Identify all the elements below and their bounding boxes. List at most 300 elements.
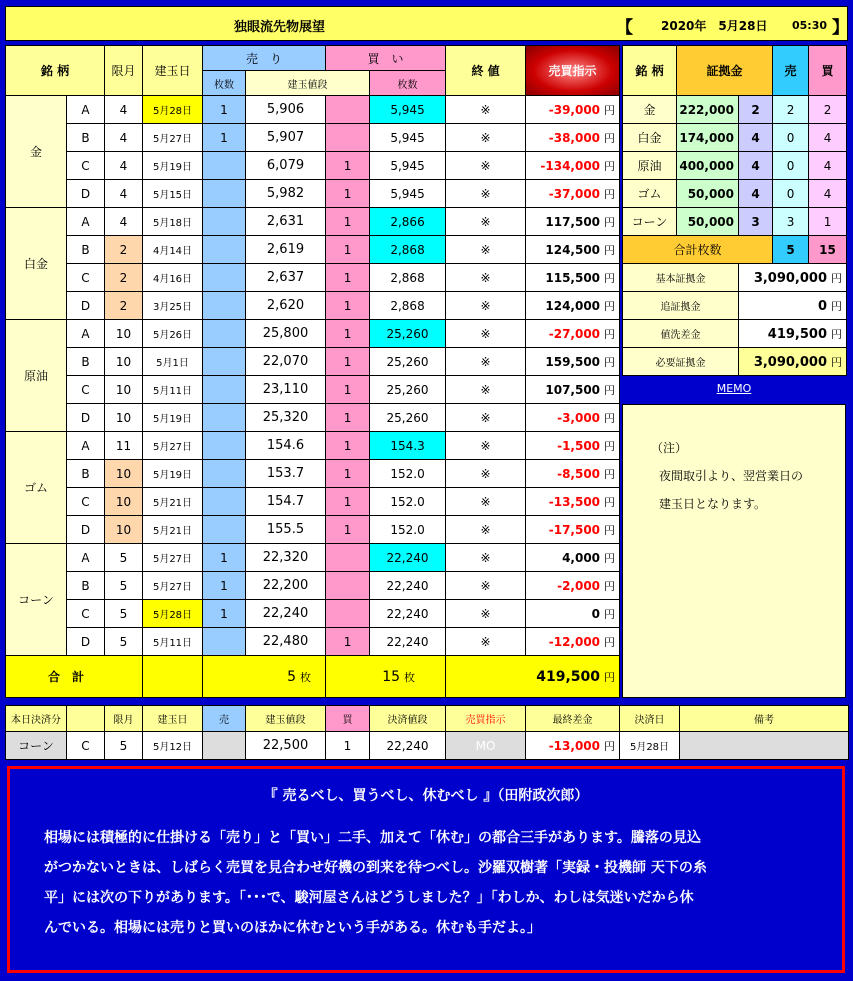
yen-unit: 円	[604, 131, 616, 145]
quote-line-3: 平」には次の下りがあります。「･･･で、駿河屋さんはどうしました？」「わしか、わしは気迷いだから休	[44, 890, 694, 906]
summary-label: 必要証拠金	[623, 348, 739, 376]
contract-class: B	[67, 124, 105, 152]
entry-date: 4月16日	[143, 264, 203, 292]
settle-final	[526, 732, 620, 760]
settle-price: 22,240	[370, 732, 446, 760]
entry-price: 5,906	[246, 96, 326, 124]
contract-month: 4	[105, 152, 143, 180]
contract-class: B	[67, 460, 105, 488]
mark-to-market	[526, 572, 620, 600]
settle-month: 5	[105, 732, 143, 760]
contract-month: 10	[105, 404, 143, 432]
entry-date: 5月18日	[143, 208, 203, 236]
contract-month: 5	[105, 600, 143, 628]
mark-to-market-value: -3,000	[557, 410, 601, 425]
contract-class: A	[67, 432, 105, 460]
closing-price: 25,260	[370, 376, 446, 404]
sell-qty	[203, 180, 246, 208]
sell-qty	[203, 264, 246, 292]
mark-to-market-value: -134,000	[540, 158, 601, 173]
margin-buy: 4	[809, 152, 847, 180]
margin-table	[622, 45, 847, 376]
buy-qty: 1	[326, 264, 370, 292]
yen-unit: 円	[604, 523, 616, 537]
closing-price: 22,240	[370, 544, 446, 572]
entry-date: 5月1日	[143, 348, 203, 376]
entry-price: 22,480	[246, 628, 326, 656]
total-diff-value: 419,500	[536, 668, 601, 685]
entry-date: 5月26日	[143, 320, 203, 348]
settle-sell	[203, 732, 246, 760]
margin-amount: 50,000	[677, 208, 739, 236]
mark-to-market	[526, 208, 620, 236]
sell-qty	[203, 236, 246, 264]
entry-price: 25,800	[246, 320, 326, 348]
quote-line-4: んでいる。相場には売りと買いのほかに休むという手がある。休むも手だよ。」	[44, 920, 541, 936]
mark-to-market	[526, 320, 620, 348]
contract-class: A	[67, 320, 105, 348]
trade-instruction: ※	[446, 460, 526, 488]
margin-sell: 3	[773, 208, 809, 236]
mark-to-market	[526, 292, 620, 320]
entry-price: 154.6	[246, 432, 326, 460]
trade-instruction: ※	[446, 432, 526, 460]
closing-price: 152.0	[370, 460, 446, 488]
side-total-sell: 5	[773, 236, 809, 264]
position-row	[6, 264, 620, 292]
quote-line-2: がつかないときは、しばらく売買を見合わせ好機の到来を待つべし。沙羅双樹著「実録・投機師 天下の糸	[44, 860, 707, 876]
yen-unit: 円	[604, 439, 616, 453]
contract-class: D	[67, 404, 105, 432]
margin-commodity: コーン	[623, 208, 677, 236]
closing-price: 2,868	[370, 264, 446, 292]
margin-row	[623, 208, 847, 236]
side-header-sell: 売	[773, 46, 809, 96]
total-buy-value: 15	[382, 668, 401, 685]
mark-to-market	[526, 124, 620, 152]
margin-amount: 174,000	[677, 124, 739, 152]
contract-month: 11	[105, 432, 143, 460]
yen-unit: 円	[604, 383, 616, 397]
margin-sell: 0	[773, 152, 809, 180]
summary-unit: 円	[831, 327, 843, 341]
entry-date: 5月28日	[143, 96, 203, 124]
page-title: 独眼流先物展望	[234, 20, 326, 35]
contract-month: 5	[105, 544, 143, 572]
summary-unit: 円	[831, 271, 843, 285]
yen-unit: 円	[604, 187, 616, 201]
mark-to-market-value: 124,000	[545, 298, 601, 313]
position-row	[6, 460, 620, 488]
trade-instruction: ※	[446, 180, 526, 208]
entry-price: 2,637	[246, 264, 326, 292]
mark-to-market-value: 4,000	[562, 550, 601, 565]
buy-qty	[326, 572, 370, 600]
margin-qty: 3	[739, 208, 773, 236]
entry-price: 5,982	[246, 180, 326, 208]
contract-month: 4	[105, 208, 143, 236]
contract-class: A	[67, 208, 105, 236]
positions-table	[5, 45, 620, 698]
mark-to-market	[526, 348, 620, 376]
position-row	[6, 404, 620, 432]
settle-header-buy: 買	[326, 706, 370, 732]
summary-row	[623, 292, 847, 320]
mark-to-market	[526, 376, 620, 404]
settle-header-instruction: 売買指示	[446, 706, 526, 732]
margin-qty: 4	[739, 152, 773, 180]
mark-to-market-value: 124,500	[545, 242, 601, 257]
sell-qty	[203, 376, 246, 404]
contract-class: A	[67, 544, 105, 572]
entry-date: 5月27日	[143, 572, 203, 600]
settlement-table	[5, 705, 849, 760]
settle-header-sell: 売	[203, 706, 246, 732]
margin-commodity: ゴム	[623, 180, 677, 208]
header-bar	[5, 6, 848, 41]
sell-qty	[203, 348, 246, 376]
trade-instruction: ※	[446, 516, 526, 544]
position-row	[6, 572, 620, 600]
contract-month: 10	[105, 460, 143, 488]
entry-date: 5月19日	[143, 152, 203, 180]
trade-instruction: ※	[446, 544, 526, 572]
buy-qty	[326, 124, 370, 152]
mark-to-market-value: -12,000	[548, 634, 601, 649]
settle-buy: 1	[326, 732, 370, 760]
contract-class: B	[67, 348, 105, 376]
position-row	[6, 488, 620, 516]
mark-to-market-value: -39,000	[548, 102, 601, 117]
sell-qty	[203, 432, 246, 460]
contract-month: 5	[105, 572, 143, 600]
buy-qty	[326, 96, 370, 124]
summary-amount: 419,500	[767, 326, 828, 342]
closing-price: 2,868	[370, 292, 446, 320]
settle-class: C	[67, 732, 105, 760]
contract-month: 10	[105, 516, 143, 544]
mark-to-market	[526, 264, 620, 292]
margin-sell: 0	[773, 180, 809, 208]
closing-price: 22,240	[370, 600, 446, 628]
position-row	[6, 544, 620, 572]
position-row	[6, 348, 620, 376]
total-diff-unit: 円	[604, 670, 616, 684]
trade-instruction: ※	[446, 348, 526, 376]
settle-date: 5月12日	[143, 732, 203, 760]
margin-buy: 1	[809, 208, 847, 236]
yen-unit: 円	[604, 243, 616, 257]
mark-to-market	[526, 96, 620, 124]
total-label: 合 計	[6, 656, 143, 698]
sell-qty	[203, 320, 246, 348]
contract-month: 10	[105, 348, 143, 376]
position-row	[6, 600, 620, 628]
header-buy: 買 い	[326, 46, 446, 71]
entry-date: 5月11日	[143, 376, 203, 404]
contract-class: D	[67, 516, 105, 544]
entry-date: 5月15日	[143, 180, 203, 208]
buy-qty: 1	[326, 152, 370, 180]
position-row	[6, 432, 620, 460]
total-buy-unit: 枚	[404, 670, 416, 684]
summary-label: 追証拠金	[623, 292, 739, 320]
total-sell-unit: 枚	[300, 670, 312, 684]
sell-qty: 1	[203, 96, 246, 124]
contract-class: D	[67, 628, 105, 656]
position-row	[6, 96, 620, 124]
margin-row	[623, 124, 847, 152]
sell-qty: 1	[203, 600, 246, 628]
margin-buy: 2	[809, 96, 847, 124]
summary-label: 基本証拠金	[623, 264, 739, 292]
contract-month: 2	[105, 236, 143, 264]
closing-price: 2,866	[370, 208, 446, 236]
contract-month: 4	[105, 180, 143, 208]
memo-note-3: 建玉日となります。	[659, 497, 767, 511]
trade-instruction: ※	[446, 572, 526, 600]
summary-unit: 円	[831, 355, 843, 369]
header-gengetsu: 限月	[105, 46, 143, 96]
sell-qty	[203, 488, 246, 516]
margin-amount: 50,000	[677, 180, 739, 208]
entry-price: 22,240	[246, 600, 326, 628]
buy-qty	[326, 544, 370, 572]
settle-header-entry: 建玉値段	[246, 706, 326, 732]
buy-qty: 1	[326, 292, 370, 320]
quote-line-1: 相場には積極的に仕掛ける「売り」と「買い」二手、加えて「休む」の都合三手があります。騰落の見込	[44, 830, 701, 846]
total-sell	[203, 656, 326, 698]
entry-price: 23,110	[246, 376, 326, 404]
position-row	[6, 152, 620, 180]
settle-instruction: MO	[446, 732, 526, 760]
mark-to-market-value: -1,500	[557, 438, 601, 453]
yen-unit: 円	[604, 215, 616, 229]
mark-to-market-value: -2,000	[557, 578, 601, 593]
buy-qty	[326, 600, 370, 628]
header-time: 05:30	[792, 19, 828, 32]
yen-unit: 円	[604, 103, 616, 117]
trade-instruction: ※	[446, 600, 526, 628]
settle-entry: 22,500	[246, 732, 326, 760]
margin-sell: 0	[773, 124, 809, 152]
side-header-margin: 証拠金	[677, 46, 773, 96]
settle-header-date: 建玉日	[143, 706, 203, 732]
entry-price: 2,619	[246, 236, 326, 264]
quote-box	[7, 766, 845, 973]
header-closing: 終 値	[446, 46, 526, 96]
buy-qty: 1	[326, 432, 370, 460]
contract-class: C	[67, 264, 105, 292]
entry-date: 5月11日	[143, 628, 203, 656]
mark-to-market-value: 159,500	[545, 354, 601, 369]
summary-amount: 3,090,000	[753, 270, 828, 286]
closing-price: 25,260	[370, 348, 446, 376]
settle-header-today: 本日決済分	[6, 706, 67, 732]
mark-to-market	[526, 600, 620, 628]
settle-header-class	[67, 706, 105, 732]
mark-to-market	[526, 404, 620, 432]
date-bracket-left: 【	[616, 18, 633, 38]
margin-qty: 2	[739, 96, 773, 124]
quote-title: 『 売るべし、買うべし、休むべし 』（田附政次郎）	[263, 788, 589, 804]
settle-header-note: 備考	[680, 706, 849, 732]
side-total-buy: 15	[809, 236, 847, 264]
commodity-name: 金	[6, 96, 67, 208]
position-row	[6, 376, 620, 404]
trade-instruction: ※	[446, 124, 526, 152]
entry-date: 4月14日	[143, 236, 203, 264]
entry-price: 5,907	[246, 124, 326, 152]
contract-month: 10	[105, 376, 143, 404]
commodity-name: 原油	[6, 320, 67, 432]
header-sell-qty: 枚数	[203, 71, 246, 96]
total-buy	[326, 656, 446, 698]
margin-sell: 2	[773, 96, 809, 124]
trade-instruction: ※	[446, 628, 526, 656]
mark-to-market	[526, 488, 620, 516]
contract-class: D	[67, 292, 105, 320]
contract-month: 10	[105, 488, 143, 516]
entry-price: 2,631	[246, 208, 326, 236]
sell-qty: 1	[203, 544, 246, 572]
buy-qty: 1	[326, 180, 370, 208]
settle-final-value: -13,000	[548, 738, 600, 753]
total-diff	[446, 656, 620, 698]
commodity-name: コーン	[6, 544, 67, 656]
closing-price: 152.0	[370, 516, 446, 544]
trade-instruction: ※	[446, 208, 526, 236]
summary-row	[623, 320, 847, 348]
buy-qty: 1	[326, 460, 370, 488]
entry-date: 3月25日	[143, 292, 203, 320]
buy-qty: 1	[326, 348, 370, 376]
margin-qty: 4	[739, 180, 773, 208]
summary-value	[739, 292, 847, 320]
date-bracket-right: 】	[832, 18, 849, 38]
buy-qty: 1	[326, 404, 370, 432]
mark-to-market-value: 117,500	[545, 214, 601, 229]
buy-qty: 1	[326, 236, 370, 264]
margin-amount: 222,000	[677, 96, 739, 124]
position-row	[6, 208, 620, 236]
settle-final-unit: 円	[604, 739, 615, 753]
settle-header-final: 最終差金	[526, 706, 620, 732]
sell-qty	[203, 292, 246, 320]
trade-instruction: ※	[446, 152, 526, 180]
settle-settle-date: 5月28日	[620, 732, 680, 760]
mark-to-market	[526, 544, 620, 572]
margin-row	[623, 180, 847, 208]
trade-instruction: ※	[446, 292, 526, 320]
mark-to-market-value: -37,000	[548, 186, 601, 201]
sell-qty: 1	[203, 124, 246, 152]
contract-class: C	[67, 376, 105, 404]
total-sell-value: 5	[287, 668, 297, 685]
yen-unit: 円	[604, 579, 616, 593]
closing-price: 5,945	[370, 180, 446, 208]
header-trade-instruction: 売買指示	[526, 46, 620, 96]
sell-qty: 1	[203, 572, 246, 600]
sell-qty	[203, 208, 246, 236]
closing-price: 25,260	[370, 320, 446, 348]
closing-price: 22,240	[370, 572, 446, 600]
mark-to-market	[526, 516, 620, 544]
buy-qty: 1	[326, 320, 370, 348]
header-sell: 売 り	[203, 46, 326, 71]
buy-qty: 1	[326, 208, 370, 236]
contract-class: B	[67, 236, 105, 264]
contract-month: 5	[105, 628, 143, 656]
margin-commodity: 白金	[623, 124, 677, 152]
settle-header-settle-price: 決済値段	[370, 706, 446, 732]
closing-price: 152.0	[370, 488, 446, 516]
summary-unit: 円	[831, 299, 843, 313]
closing-price: 154.3	[370, 432, 446, 460]
entry-price: 155.5	[246, 516, 326, 544]
mark-to-market-value: -17,500	[548, 522, 601, 537]
sell-qty	[203, 460, 246, 488]
total-spacer	[143, 656, 203, 698]
yen-unit: 円	[604, 467, 616, 481]
summary-label: 値洗差金	[623, 320, 739, 348]
entry-price: 22,320	[246, 544, 326, 572]
buy-qty: 1	[326, 488, 370, 516]
position-row	[6, 292, 620, 320]
mark-to-market	[526, 236, 620, 264]
mark-to-market-value: 0	[591, 606, 601, 621]
summary-row	[623, 264, 847, 292]
entry-date: 5月27日	[143, 124, 203, 152]
mark-to-market-value: 115,500	[545, 270, 601, 285]
sell-qty	[203, 404, 246, 432]
position-row	[6, 516, 620, 544]
yen-unit: 円	[604, 411, 616, 425]
entry-price: 22,070	[246, 348, 326, 376]
margin-buy: 4	[809, 180, 847, 208]
mark-to-market-value: -13,500	[548, 494, 601, 509]
summary-value	[739, 348, 847, 376]
position-row	[6, 236, 620, 264]
commodity-name: ゴム	[6, 432, 67, 544]
yen-unit: 円	[604, 299, 616, 313]
entry-price: 25,320	[246, 404, 326, 432]
mark-to-market-value: 107,500	[545, 382, 601, 397]
settle-name: コーン	[6, 732, 67, 760]
position-row	[6, 320, 620, 348]
entry-date: 5月19日	[143, 404, 203, 432]
header-date: 2020年 5月28日	[661, 19, 768, 33]
contract-month: 10	[105, 320, 143, 348]
closing-price: 5,945	[370, 124, 446, 152]
yen-unit: 円	[604, 551, 616, 565]
memo-note-2: 夜間取引より、翌営業日の	[659, 469, 804, 483]
yen-unit: 円	[604, 159, 616, 173]
header-tategyokubi: 建玉日	[143, 46, 203, 96]
yen-unit: 円	[604, 635, 616, 649]
quote-body	[44, 823, 824, 943]
entry-date: 5月27日	[143, 544, 203, 572]
contract-class: C	[67, 488, 105, 516]
trade-instruction: ※	[446, 236, 526, 264]
memo-note-1: （注）	[651, 441, 688, 455]
sell-qty	[203, 152, 246, 180]
entry-date: 5月19日	[143, 460, 203, 488]
memo-link[interactable]: MEMO	[716, 382, 752, 395]
summary-amount: 3,090,000	[753, 354, 828, 370]
header-meigara: 銘 柄	[6, 46, 105, 96]
trade-instruction: ※	[446, 404, 526, 432]
